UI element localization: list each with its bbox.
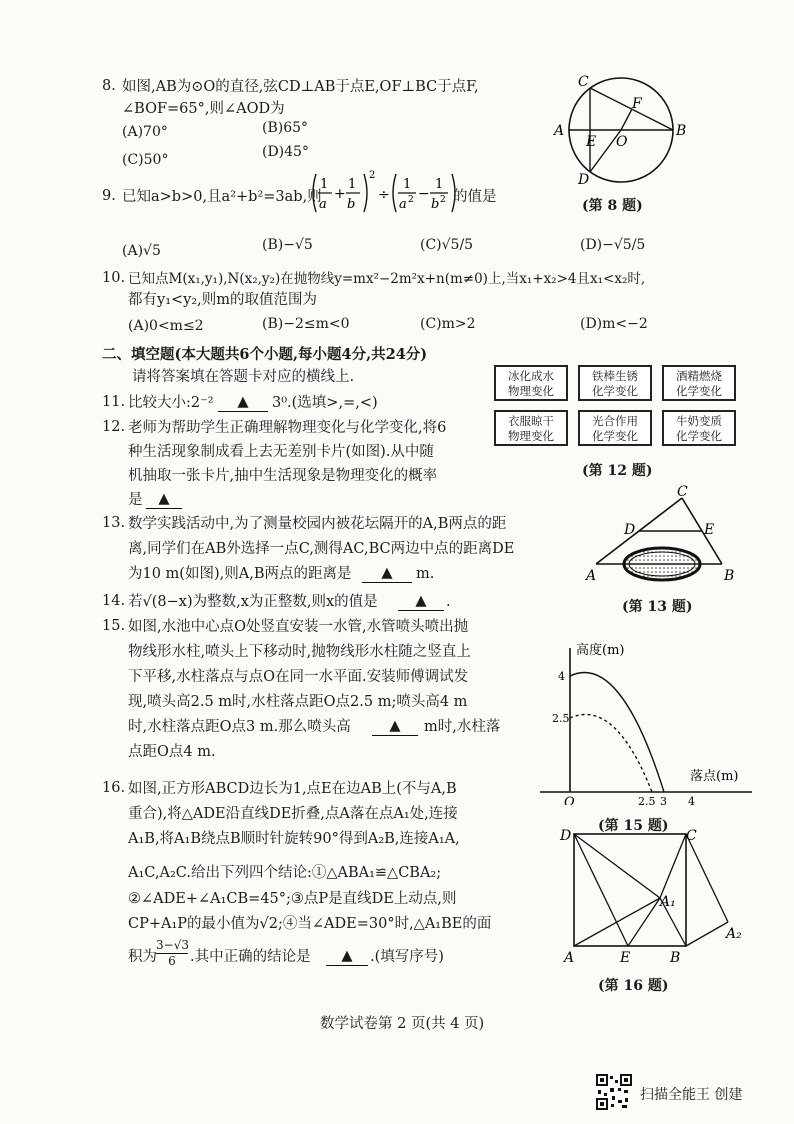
q15-text-line3: 下平移,水柱落点与点O在同一水平面.安装师傅调试发 <box>128 669 469 685</box>
card-clothes-drying: 衣服晾干 物理变化 <box>494 410 568 446</box>
section-2-instruction: 请将答案填在答题卡对应的横线上. <box>132 369 355 385</box>
svg-text:a: a <box>319 197 327 212</box>
q8-option-b: (B)65° <box>262 120 309 136</box>
segment-aa1 <box>574 898 660 946</box>
q16-text-line2: 重合),将△ADE沿直线DE折叠,点A落在点A₁处,连接 <box>128 806 458 822</box>
q10-option-d: (D)m<−2 <box>580 316 648 332</box>
q8-option-a: (A)70° <box>122 124 168 140</box>
q12-text-line2: 种生活现象制成看上去无差别卡片(如图).从中随 <box>128 444 434 460</box>
label-d: D <box>560 828 572 844</box>
svg-text:2: 2 <box>408 195 414 205</box>
q10-option-b: (B)−2≤m<0 <box>262 316 350 332</box>
q16-caption: (第 16 题) <box>598 978 669 994</box>
svg-text:2: 2 <box>369 170 376 181</box>
q16-text-line6: CP+A₁P的最小值为√2;④当∠ADE=30°时,△A₁BE的面 <box>128 916 492 932</box>
card-alcohol-burning: 酒精燃烧 化学变化 <box>662 365 736 401</box>
svg-text:+: + <box>334 186 346 202</box>
q8-caption: (第 8 题) <box>582 198 643 214</box>
card-ice-melting: 冰化成水 物理变化 <box>494 365 568 401</box>
svg-text:1: 1 <box>348 177 357 192</box>
svg-text:−: − <box>418 186 430 202</box>
q8-option-d: (D)45° <box>262 144 309 160</box>
q8-circle-diagram <box>548 70 698 190</box>
square-abcd <box>574 834 686 946</box>
q14-number: 14. <box>102 593 126 609</box>
q15-text-line2: 物线形水柱,喷头上下移动时,抛物线形水柱随之竖直上 <box>128 644 471 660</box>
q16-text-line3: A₁B,将A₁B绕点B顺时针旋转90°得到A₂B,连接A₁A, <box>128 831 460 847</box>
q8-number: 8. <box>102 78 116 94</box>
q16-text-tail: .(填写序号) <box>370 949 444 965</box>
q9-option-c: (C)√5/5 <box>420 237 474 253</box>
svg-text:b: b <box>347 197 356 212</box>
svg-text:b: b <box>431 197 440 212</box>
q9-option-a: (A)√5 <box>122 243 161 259</box>
x-tick-4: 4 <box>688 795 695 805</box>
q15-text-line1: 如图,水池中心点O处竖直安装一水管,水管喷头喷出抛 <box>128 619 469 635</box>
q15-text-last: 点距O点4 m. <box>128 744 216 760</box>
q16-number: 16. <box>102 780 126 796</box>
q15-text-line4: 现,喷头高2.5 m时,水柱落点距O点2.5 m;喷头高4 m <box>128 694 468 710</box>
label-e: E <box>704 522 715 538</box>
q13-blank: ▲ <box>362 564 412 583</box>
q10-option-a: (A)0<m≤2 <box>128 318 204 334</box>
q16-text-line5: ②∠ADE+∠A₁CB=45°;③点P是直线DE上动点,则 <box>128 891 457 907</box>
q12-number: 12. <box>102 419 126 435</box>
q9-number: 9. <box>102 188 116 204</box>
q11-number: 11. <box>102 394 126 410</box>
label-e: E <box>620 950 631 966</box>
q16-square-diagram <box>552 822 752 972</box>
x-tick-2-5: 2.5 <box>638 795 656 805</box>
label-c: C <box>677 484 688 500</box>
q13-text-last: 为10 m(如图),则A,B两点的距离是 <box>128 566 352 582</box>
label-b: B <box>676 123 687 139</box>
label-b: B <box>670 950 681 966</box>
q15-number: 15. <box>102 618 126 634</box>
svg-text:1: 1 <box>320 177 329 192</box>
parabola-low <box>570 714 652 792</box>
q13-text-line1: 数学实践活动中,为了测量校园内被花坛隔开的A,B两点的距 <box>128 516 507 532</box>
segment-a2c <box>686 834 728 922</box>
label-a1: A₁ <box>660 894 676 910</box>
y-axis-label: 高度(m) <box>576 643 625 658</box>
q13-text-line2: 离,同学们在AB外选择一点C,测得AC,BC两边中点的距离DE <box>128 541 515 557</box>
q13-number: 13. <box>102 515 126 531</box>
q12-blank: ▲ <box>146 490 182 509</box>
q8-text-line1: 如图,AB为⊙O的直径,弦CD⊥AB于点E,OF⊥BC于点F, <box>122 79 479 95</box>
q16-fraction-denominator: 6 <box>168 954 176 968</box>
q11-blank: ▲ <box>218 393 268 412</box>
label-b: B <box>724 568 735 584</box>
label-a: A <box>586 568 597 584</box>
qr-code-icon <box>596 1074 632 1110</box>
q9-text-pre: 已知a>b>0,且a²+b²=3ab,则 <box>122 189 322 205</box>
segment-da1 <box>574 834 660 898</box>
segment-a1c <box>660 834 686 898</box>
q10-text-line1: 已知点M(x₁,y₁),N(x₂,y₂)在抛物线y=mx²−2m²x+n(m≠0)上,当x₁+x₂>4且x₁<x₂时, <box>128 271 646 287</box>
label-c: C <box>686 828 697 844</box>
label-c: C <box>578 74 589 90</box>
scanner-watermark: 扫描全能王 创建 <box>640 1087 743 1103</box>
q10-option-c: (C)m>2 <box>420 316 476 332</box>
section-2-title: 二、填空题(本大题共6个小题,每小题4分,共24分) <box>102 346 428 363</box>
q16-fraction-numerator: 3−√3 <box>156 938 189 952</box>
segment-of <box>621 109 632 130</box>
q11-text: 比较大小:2⁻² <box>128 395 214 411</box>
q10-number: 10. <box>102 270 126 286</box>
q16-text-line1: 如图,正方形ABCD边长为1,点E在边AB上(不与A,B <box>128 781 457 797</box>
label-a: A <box>564 950 575 966</box>
segment-de <box>574 834 628 946</box>
x-tick-3: 3 <box>660 795 667 805</box>
q15-text-tail: m时,水柱落 <box>424 719 501 735</box>
segment-a2b <box>686 922 728 946</box>
q14-text: 若√(8−x)为整数,x为正整数,则x的值是 <box>128 594 378 610</box>
q13-triangle-diagram <box>582 482 742 592</box>
y-tick-2-5: 2.5 <box>552 712 570 725</box>
y-tick-4: 4 <box>558 670 565 683</box>
label-d: D <box>624 522 636 538</box>
q15-text-line5: 时,水柱落点距O点3 m.那么喷头高 <box>128 719 351 735</box>
segment-ea1 <box>628 898 660 946</box>
page-footer: 数学试卷第 2 页(共 4 页) <box>320 1016 485 1032</box>
svg-text:a: a <box>399 197 407 212</box>
q16-text-last-post: .其中正确的结论是 <box>190 949 311 965</box>
q13-unit: m. <box>416 566 435 582</box>
x-axis-label: 落点(m) <box>690 769 739 784</box>
q12-caption: (第 12 题) <box>582 463 653 479</box>
q15-blank: ▲ <box>372 717 418 736</box>
q9-text-post: 的值是 <box>453 189 497 205</box>
label-d: D <box>578 172 590 188</box>
q16-blank: ▲ <box>326 947 368 966</box>
label-a2: A₂ <box>726 926 742 942</box>
flower-bed <box>624 548 700 580</box>
svg-text:1: 1 <box>435 177 444 192</box>
svg-text:2: 2 <box>440 195 446 205</box>
label-f: F <box>632 96 642 112</box>
parabola-high <box>570 672 664 792</box>
q16-text-last-pre: 积为 <box>128 949 157 965</box>
label-o: O <box>616 134 628 150</box>
card-photosynthesis: 光合作用 化学变化 <box>578 410 652 446</box>
q9-option-b: (B)−√5 <box>262 237 313 253</box>
q9-option-d: (D)−√5/5 <box>580 237 646 253</box>
q10-text-line2: 都有y₁<y₂,则m的取值范围为 <box>128 292 318 308</box>
label-e: E <box>586 134 597 150</box>
q8-text-line2: ∠BOF=65°,则∠AOD为 <box>122 101 285 117</box>
q12-text-line3: 机抽取一张卡片,抽中生活现象是物理变化的概率 <box>128 468 438 484</box>
label-a: A <box>554 123 565 139</box>
card-milk-spoiling: 牛奶变质 化学变化 <box>662 410 736 446</box>
origin-label: O <box>564 795 575 805</box>
q15-parabola-graph <box>540 640 760 805</box>
svg-text:1: 1 <box>403 177 412 192</box>
q12-text-last: 是 <box>128 492 143 508</box>
q8-option-c: (C)50° <box>122 152 169 168</box>
q12-text-line1: 老师为帮助学生正确理解物理变化与化学变化,将6 <box>128 420 447 436</box>
card-iron-rusting: 铁棒生锈 化学变化 <box>578 365 652 401</box>
q11-text-2: 3⁰.(选填>,=,<) <box>272 395 378 411</box>
svg-text:÷: ÷ <box>378 187 390 203</box>
q16-text-line4: A₁C,A₂C.给出下列四个结论:①△ABA₁≌△CBA₂; <box>128 865 442 881</box>
q15-caption: (第 15 题) <box>598 818 669 834</box>
q14-blank: ▲ <box>398 592 444 611</box>
q13-caption: (第 13 题) <box>622 599 693 615</box>
